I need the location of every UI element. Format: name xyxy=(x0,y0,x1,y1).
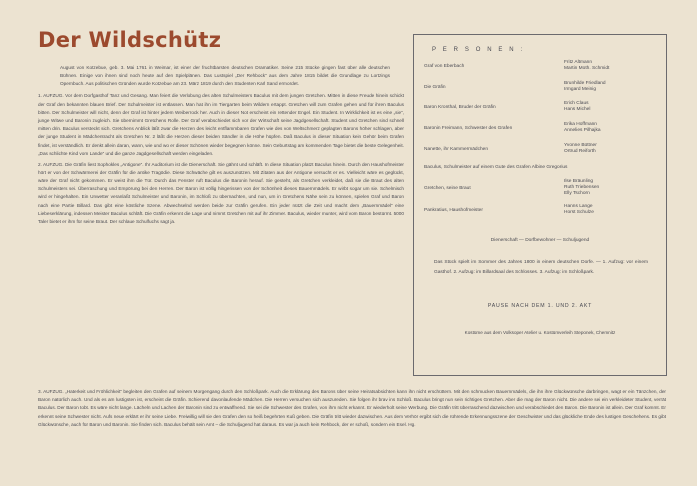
cast-actor: Elly Tschorn xyxy=(564,191,590,196)
cast-role: Die Gräfin xyxy=(424,85,446,90)
cast-role: Baron Kronthal, Bruder der Gräfin xyxy=(424,105,496,110)
cast-list xyxy=(424,60,660,224)
act-3-section xyxy=(38,388,666,429)
cast-row xyxy=(424,204,660,224)
cast-actors xyxy=(564,81,660,93)
cast-actor: Ilse Bräunling xyxy=(564,179,594,184)
cast-actors xyxy=(564,204,660,216)
cast-row xyxy=(424,81,660,101)
setting-info: Das Stück spielt im Sommer des Jahres 1800 in einem deutschen Dorfe. — 1. Aufzug: vor einem Gasthof. 2. Aufzug: im Billardsaal des Schlosses. 3. Aufzug: im Schloßpark. xyxy=(434,260,648,275)
act-1-synopsis: 1. AUFZUG. Vor dem Dorfgasthof Tanz und Gesang. Man feiert die Verlobung des alten Schulmeisters Baculus mit dem jungen Gretchen. Mitten in diese Freude hinein schickt der Graf den bekannten blauen Brief. Der Schulmeister ist entlassen. Man hat ihn im Tiergarten beim Wildern ertappt. Gretchen will zum Grafen gehen und für ihren Baculus bitten. Der Schulmeister will nicht, denn der Graf ist hinter jedem Weiberrock her. Auch in dieser Not erscheint ein rettender Engel. Ein Student. In Wirklichkeit ist es eine „sie“, junge Witwe und Baronin zugleich. Sie übernimmt Gretchens Rolle. Der Graf verabschiedet sich vor der Wirtschaft seine Jagdgesellschaft. Student und Gretchen sind schnell mitten drin. Baculus versteckt sich. Gretchens Anblick läßt zwar die Herzen des leicht entflammbaren Grafen wie des von Weltschmerz geplagten Barons höher schlagen, aber der junge Student in Mädchentracht als Gretchen Nr. 2 läßt die Herzen dieser beiden Sändler in die Höhe hüpfen. Daß Baculus in dieser Situation kein Gehör beim Grafen findet, ist verständlich. Er denkt allein daran, wann, wie und wo er dieser Schönen wieder begegnen könne. Sein Geburtstag am kommenden Tage bietet die beste Gelegenheit. „Das schlichte Kind vom Lande“ und die ganze Jagdgesellschaft werden eingeladen. xyxy=(38,93,404,156)
cast-actor: Ruth Triebensen xyxy=(564,185,600,190)
act-3-synopsis: 3. AUFZUG. „Haterkeit und Fröhlichkeit“ begleiten den Grafen auf seinem Morgengang durch den Schloßpark. Auch die Erklärung des Barons über seine Heiratsabsichten kann ihn nicht erschüttern. Mit den schmucken Bauernmädels, die ihn ihre Glückwünsche darbringen, wagt er ein Tänzchen, der Baron natürlich auch. Und als es am lustigsten ist, erscheint die Gräfin. Schierend davonlaufende Mädchen. Die Herren versuchen sich auszureden. Sie folgen ihr brav ins Schloß. Baculus bringt nun sein richtiges Gretchen. Aber die mag der Baron nicht. Die andere sei ein verkleideter Student, verrät Baculus. Der Baron tobt. Es wäre nicht lange. Lächeln und Lachen der Baronin sind zu entwaffnend. Sie sei die Schwester des Grafen, von ihm nicht erkannt. Er wiederholt seine Werbung. Die Gräfin tritt überraschend dazwischen und verabschiedet den Baron. Die Baronin ist allein. Der Graf kommt. Er erkennt seine Schwester nicht. Aufs neue erklärt er ihr seine Liebe. Freiwillig will sie den Grafen den so heiß begehrten Kuß geben. Die Gräfin tritt wieder dazwischen. Aus dem Verhör ergibt sich die rührende Erkennungsszene der Geschwister und das glückliche Ende des lustigen Geschehens. Es gibt Glückwünsche, auch für Baron und Baronin. Sie finden sich. Baculus behält sein Amt – die Schulјugend hat daraus. Es war ja auch kein Rehbock, der er schoß, sondern ein Esel. Hg. xyxy=(38,389,666,427)
cast-actor: Erika Hoffmann xyxy=(564,122,597,127)
costume-credit: Kostüme aus dem Volksoper Atelier u. Kostümverleih Steponek, Chemnitz xyxy=(464,330,616,335)
cast-row xyxy=(424,101,660,122)
cast-actor: Hanns Lange xyxy=(564,204,593,209)
cast-role: Pankratius, Haushofmeister xyxy=(424,208,483,213)
cast-row xyxy=(424,60,660,81)
cast-row xyxy=(424,163,660,179)
cast-actor: Ortrud Reiforth xyxy=(564,149,596,154)
author-intro: August von Kotzebue, geb. 3. Mai 1761 in Weimar, ist einer der fruchtbarsten deutschen Dramatiker. Seine 215 Stücke gingen fast über alle deutschen Bühnen. Einige von ihnen sind noch heute auf den Spielplänen. Das Lustspiel „Der Rehbock“ aus dem Jahre 1815 bildet die Grundlage zu Lortzings Opernbuch. Aus politischen Gründen wurde Kotzebue am 23. März 1819 durch den Studenten Karl Sand ermordet. xyxy=(60,65,390,87)
cast-actor: Fritz Altmann xyxy=(564,60,592,65)
page-title: Der Wildschütz xyxy=(38,28,222,52)
cast-actor: Martin Moth. Schmidt xyxy=(564,66,610,71)
pause-note: PAUSE NACH DEM 1. UND 2. AKT xyxy=(487,303,593,309)
cast-actors xyxy=(564,60,660,72)
cast-actor: Brunhilde Friedland xyxy=(564,81,606,86)
cast-actor: Annelies Pilhajka xyxy=(564,128,601,133)
cast-heading: P E R S O N E N : xyxy=(432,47,525,53)
cast-actors xyxy=(564,179,660,197)
cast-actors xyxy=(564,143,660,155)
cast-row xyxy=(424,143,660,163)
cast-actor: Yvonne Büttner xyxy=(564,143,597,148)
cast-actor: Irmgard Meinig xyxy=(564,87,596,92)
cast-row xyxy=(424,122,660,143)
synopsis-column xyxy=(38,64,404,229)
cast-role: Nanette, ihr Kammermädchen xyxy=(424,147,488,152)
cast-row xyxy=(424,179,660,204)
cast-actors xyxy=(564,101,660,113)
cast-actor: Hans Michel xyxy=(564,107,591,112)
cast-actor: Erich Claus xyxy=(564,101,589,106)
ensemble-line: Dienerschaft — Dorfbewohner — Schuljugend xyxy=(490,238,590,243)
act-2-synopsis: 2. AUFZUG. Die Gräfin liest Sophokles „Antigone“. Ihr Auditorium ist die Dienerschaft. Sie gähnt und schläft. In diese Situation platzt Baculus hinein. Durch den Haushofmeister hört er von der Schwärmerei der Gräfin für die antike Tragödie. Diese Schwäche gilt es auszunützen. Mit Zitaten aus der Antigone versucht er es. Vielleicht wäre es geglückt, wäre der Graf nicht gekommen. Er weist ihm die Tür. Durch das Fenster ruft Baculus die Baronin herauf. Sie gesteht, als Gretchen verkleidet, daß sie die Braut des alten Schulmeisters sei. Überraschung und Empörung bei den Herren. Der Baron ist völlig hingerissen von der Schönheit dieses Bauernmädels. Er wirbt sogar um sie. Schelmisch wird er hingehalten. Ein Unwetter veranlaßt Schulmeister und Baronin, im Schloß zu übernachten, und nun, um in Gretchens Nähe sein zu können, spielen Graf und Baron nach eine Partie Billard. Das gibt eine köstliche Szene. Abwechselnd werden beide zur Gräfin gerufen. Ein jeder nützt die Zeit und macht dem „Bauernmädel“ eine Liebeserklärung, indessen Meister Baculus schläft. Die Gräfin erkennt die Lage und nimmt Gretchen mit auf ihr Zimmer. Baculus, wieder munter, wird vom Baron bestürmt. 5000 Taler bietet er ihm für seine Braut. Der schlaue Schulfuchs sagt ja. xyxy=(38,161,404,225)
cast-role: Graf von Eberbach xyxy=(424,64,465,69)
cast-actors xyxy=(564,122,660,134)
cast-role: Baronin Freimann, Schwester des Grafen xyxy=(424,126,513,131)
cast-role: Gretchen, seine Braut xyxy=(424,186,471,191)
cast-role-full: Baculus, Schulmeister auf einem Gute des Grafen Albine Gregorius xyxy=(424,165,568,170)
cast-actor: Horst Schulze xyxy=(564,210,594,215)
